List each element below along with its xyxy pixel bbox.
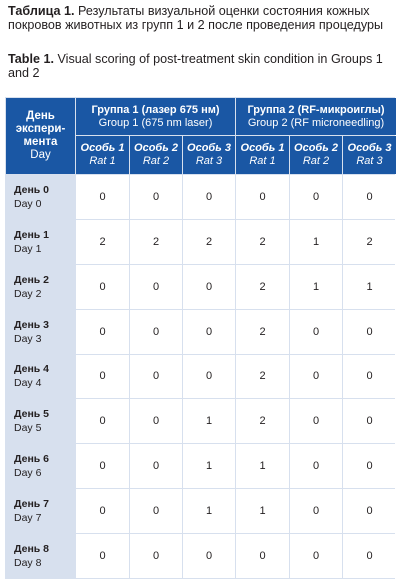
score-cell: 0 bbox=[76, 175, 129, 219]
score-cell: 0 bbox=[343, 175, 396, 219]
day-label-en: Day 6 bbox=[14, 467, 42, 480]
day-label-ru: День 4 bbox=[14, 363, 50, 376]
score-cell: 1 bbox=[343, 265, 396, 309]
day-label-ru: День 6 bbox=[14, 453, 50, 466]
header-group-1-ru: Группа 1 (лазер 675 нм) bbox=[91, 103, 220, 116]
day-label bbox=[6, 489, 75, 533]
score-cell: 0 bbox=[290, 310, 342, 354]
day-label-en: Day 3 bbox=[14, 332, 42, 345]
header-rat-en: Rat 1 bbox=[89, 155, 116, 167]
day-label bbox=[6, 534, 75, 578]
score-cell: 0 bbox=[343, 444, 396, 488]
score-cell: 1 bbox=[236, 444, 289, 488]
caption-english bbox=[8, 52, 392, 86]
day-label-ru: День 3 bbox=[14, 318, 50, 331]
day-label-en: Day 1 bbox=[14, 242, 42, 255]
results-table bbox=[5, 97, 395, 579]
header-rat-ru: Особь 2 bbox=[134, 142, 178, 154]
day-label-en: Day 4 bbox=[14, 377, 42, 390]
header-day-ru: День экспери-мента bbox=[15, 110, 66, 148]
score-cell: 0 bbox=[343, 399, 396, 443]
day-label-ru: День 8 bbox=[14, 543, 50, 556]
day-label bbox=[6, 355, 75, 399]
day-label-ru: День 1 bbox=[14, 228, 50, 241]
score-cell: 0 bbox=[343, 355, 396, 399]
header-rat-en: Rat 2 bbox=[142, 155, 170, 167]
score-cell: 2 bbox=[130, 220, 182, 264]
score-cell: 0 bbox=[290, 355, 342, 399]
score-cell: 0 bbox=[236, 175, 289, 219]
header-day-en: Day bbox=[30, 149, 51, 161]
header-rat-ru: Особь 1 bbox=[80, 142, 125, 154]
caption-russian bbox=[8, 4, 392, 48]
score-cell: 0 bbox=[76, 265, 129, 309]
header-group-2-en: Group 2 (RF microneedling) bbox=[247, 116, 385, 129]
day-label-en: Day 7 bbox=[14, 512, 42, 525]
header-rat bbox=[130, 136, 182, 174]
score-cell: 0 bbox=[290, 444, 342, 488]
score-cell: 0 bbox=[76, 534, 129, 578]
score-cell: 0 bbox=[76, 310, 129, 354]
day-label-en: Day 2 bbox=[14, 287, 42, 300]
score-cell: 2 bbox=[236, 355, 289, 399]
header-rat-ru: Особь 1 bbox=[240, 142, 285, 154]
score-cell: 1 bbox=[290, 265, 342, 309]
captions bbox=[0, 0, 400, 86]
score-cell: 0 bbox=[183, 534, 235, 578]
day-label-en: Day 0 bbox=[14, 197, 42, 210]
day-label-en: Day 5 bbox=[14, 422, 42, 435]
score-cell: 0 bbox=[130, 310, 182, 354]
score-cell: 2 bbox=[236, 399, 289, 443]
score-cell: 1 bbox=[183, 489, 235, 533]
score-cell: 1 bbox=[290, 220, 342, 264]
score-cell: 2 bbox=[343, 220, 396, 264]
header-rat-en: Rat 2 bbox=[302, 155, 330, 167]
score-cell: 0 bbox=[130, 534, 182, 578]
score-cell: 0 bbox=[343, 310, 396, 354]
header-rat-ru: Особь 2 bbox=[294, 142, 338, 154]
header-rat bbox=[290, 136, 342, 174]
header-rat-en: Rat 1 bbox=[249, 155, 276, 167]
score-cell: 2 bbox=[236, 220, 289, 264]
caption-en-label: Table 1. bbox=[8, 52, 54, 66]
caption-ru-label: Таблица 1. bbox=[8, 4, 75, 18]
score-cell: 0 bbox=[130, 265, 182, 309]
score-cell: 0 bbox=[236, 534, 289, 578]
day-label-ru: День 7 bbox=[14, 498, 50, 511]
score-cell: 0 bbox=[130, 399, 182, 443]
caption-ru-text: Результаты визуальной оценки состояния кожных покровов животных из групп 1 и 2 после проведения процедуры bbox=[8, 4, 384, 33]
score-cell: 0 bbox=[290, 534, 342, 578]
day-label bbox=[6, 399, 75, 443]
score-cell: 0 bbox=[76, 399, 129, 443]
score-cell: 0 bbox=[183, 265, 235, 309]
score-cell: 0 bbox=[343, 489, 396, 533]
score-cell: 2 bbox=[183, 220, 235, 264]
day-label bbox=[6, 220, 75, 264]
day-label bbox=[6, 444, 75, 488]
header-day-corner bbox=[6, 98, 75, 174]
score-cell: 2 bbox=[76, 220, 129, 264]
score-cell: 0 bbox=[290, 489, 342, 533]
score-cell: 0 bbox=[76, 355, 129, 399]
score-cell: 0 bbox=[76, 489, 129, 533]
header-rat-en: Rat 3 bbox=[195, 155, 223, 167]
score-cell: 1 bbox=[183, 444, 235, 488]
score-cell: 0 bbox=[183, 355, 235, 399]
header-rat bbox=[343, 136, 396, 174]
day-label bbox=[6, 175, 75, 219]
score-cell: 2 bbox=[236, 310, 289, 354]
score-cell: 0 bbox=[290, 399, 342, 443]
score-cell: 0 bbox=[343, 534, 396, 578]
results-table-grid bbox=[5, 97, 395, 579]
score-cell: 0 bbox=[130, 355, 182, 399]
day-label-ru: День 2 bbox=[14, 273, 50, 286]
header-group-2 bbox=[236, 98, 396, 135]
header-rat-ru: Особь 3 bbox=[347, 142, 392, 154]
header-rat bbox=[236, 136, 289, 174]
score-cell: 0 bbox=[76, 444, 129, 488]
day-label-ru: День 5 bbox=[14, 408, 50, 421]
score-cell: 1 bbox=[183, 399, 235, 443]
score-cell: 0 bbox=[183, 175, 235, 219]
day-label-en: Day 8 bbox=[14, 557, 42, 570]
header-group-1-en: Group 1 (675 nm laser) bbox=[98, 116, 213, 129]
header-rat-en: Rat 3 bbox=[356, 155, 383, 167]
header-group-2-ru: Группа 2 (RF-микроиглы) bbox=[247, 103, 385, 116]
day-label-ru: День 0 bbox=[14, 183, 50, 196]
header-rat bbox=[183, 136, 235, 174]
header-rat-ru: Особь 3 bbox=[187, 142, 231, 154]
score-cell: 0 bbox=[130, 489, 182, 533]
score-cell: 1 bbox=[236, 489, 289, 533]
header-rat bbox=[76, 136, 129, 174]
day-label bbox=[6, 310, 75, 354]
score-cell: 0 bbox=[130, 444, 182, 488]
score-cell: 0 bbox=[183, 310, 235, 354]
day-label bbox=[6, 265, 75, 309]
caption-en-text: Visual scoring of post-treatment skin condition in Groups 1 and 2 bbox=[8, 52, 383, 81]
header-group-1 bbox=[76, 98, 235, 135]
score-cell: 2 bbox=[236, 265, 289, 309]
score-cell: 0 bbox=[290, 175, 342, 219]
score-cell: 0 bbox=[130, 175, 182, 219]
